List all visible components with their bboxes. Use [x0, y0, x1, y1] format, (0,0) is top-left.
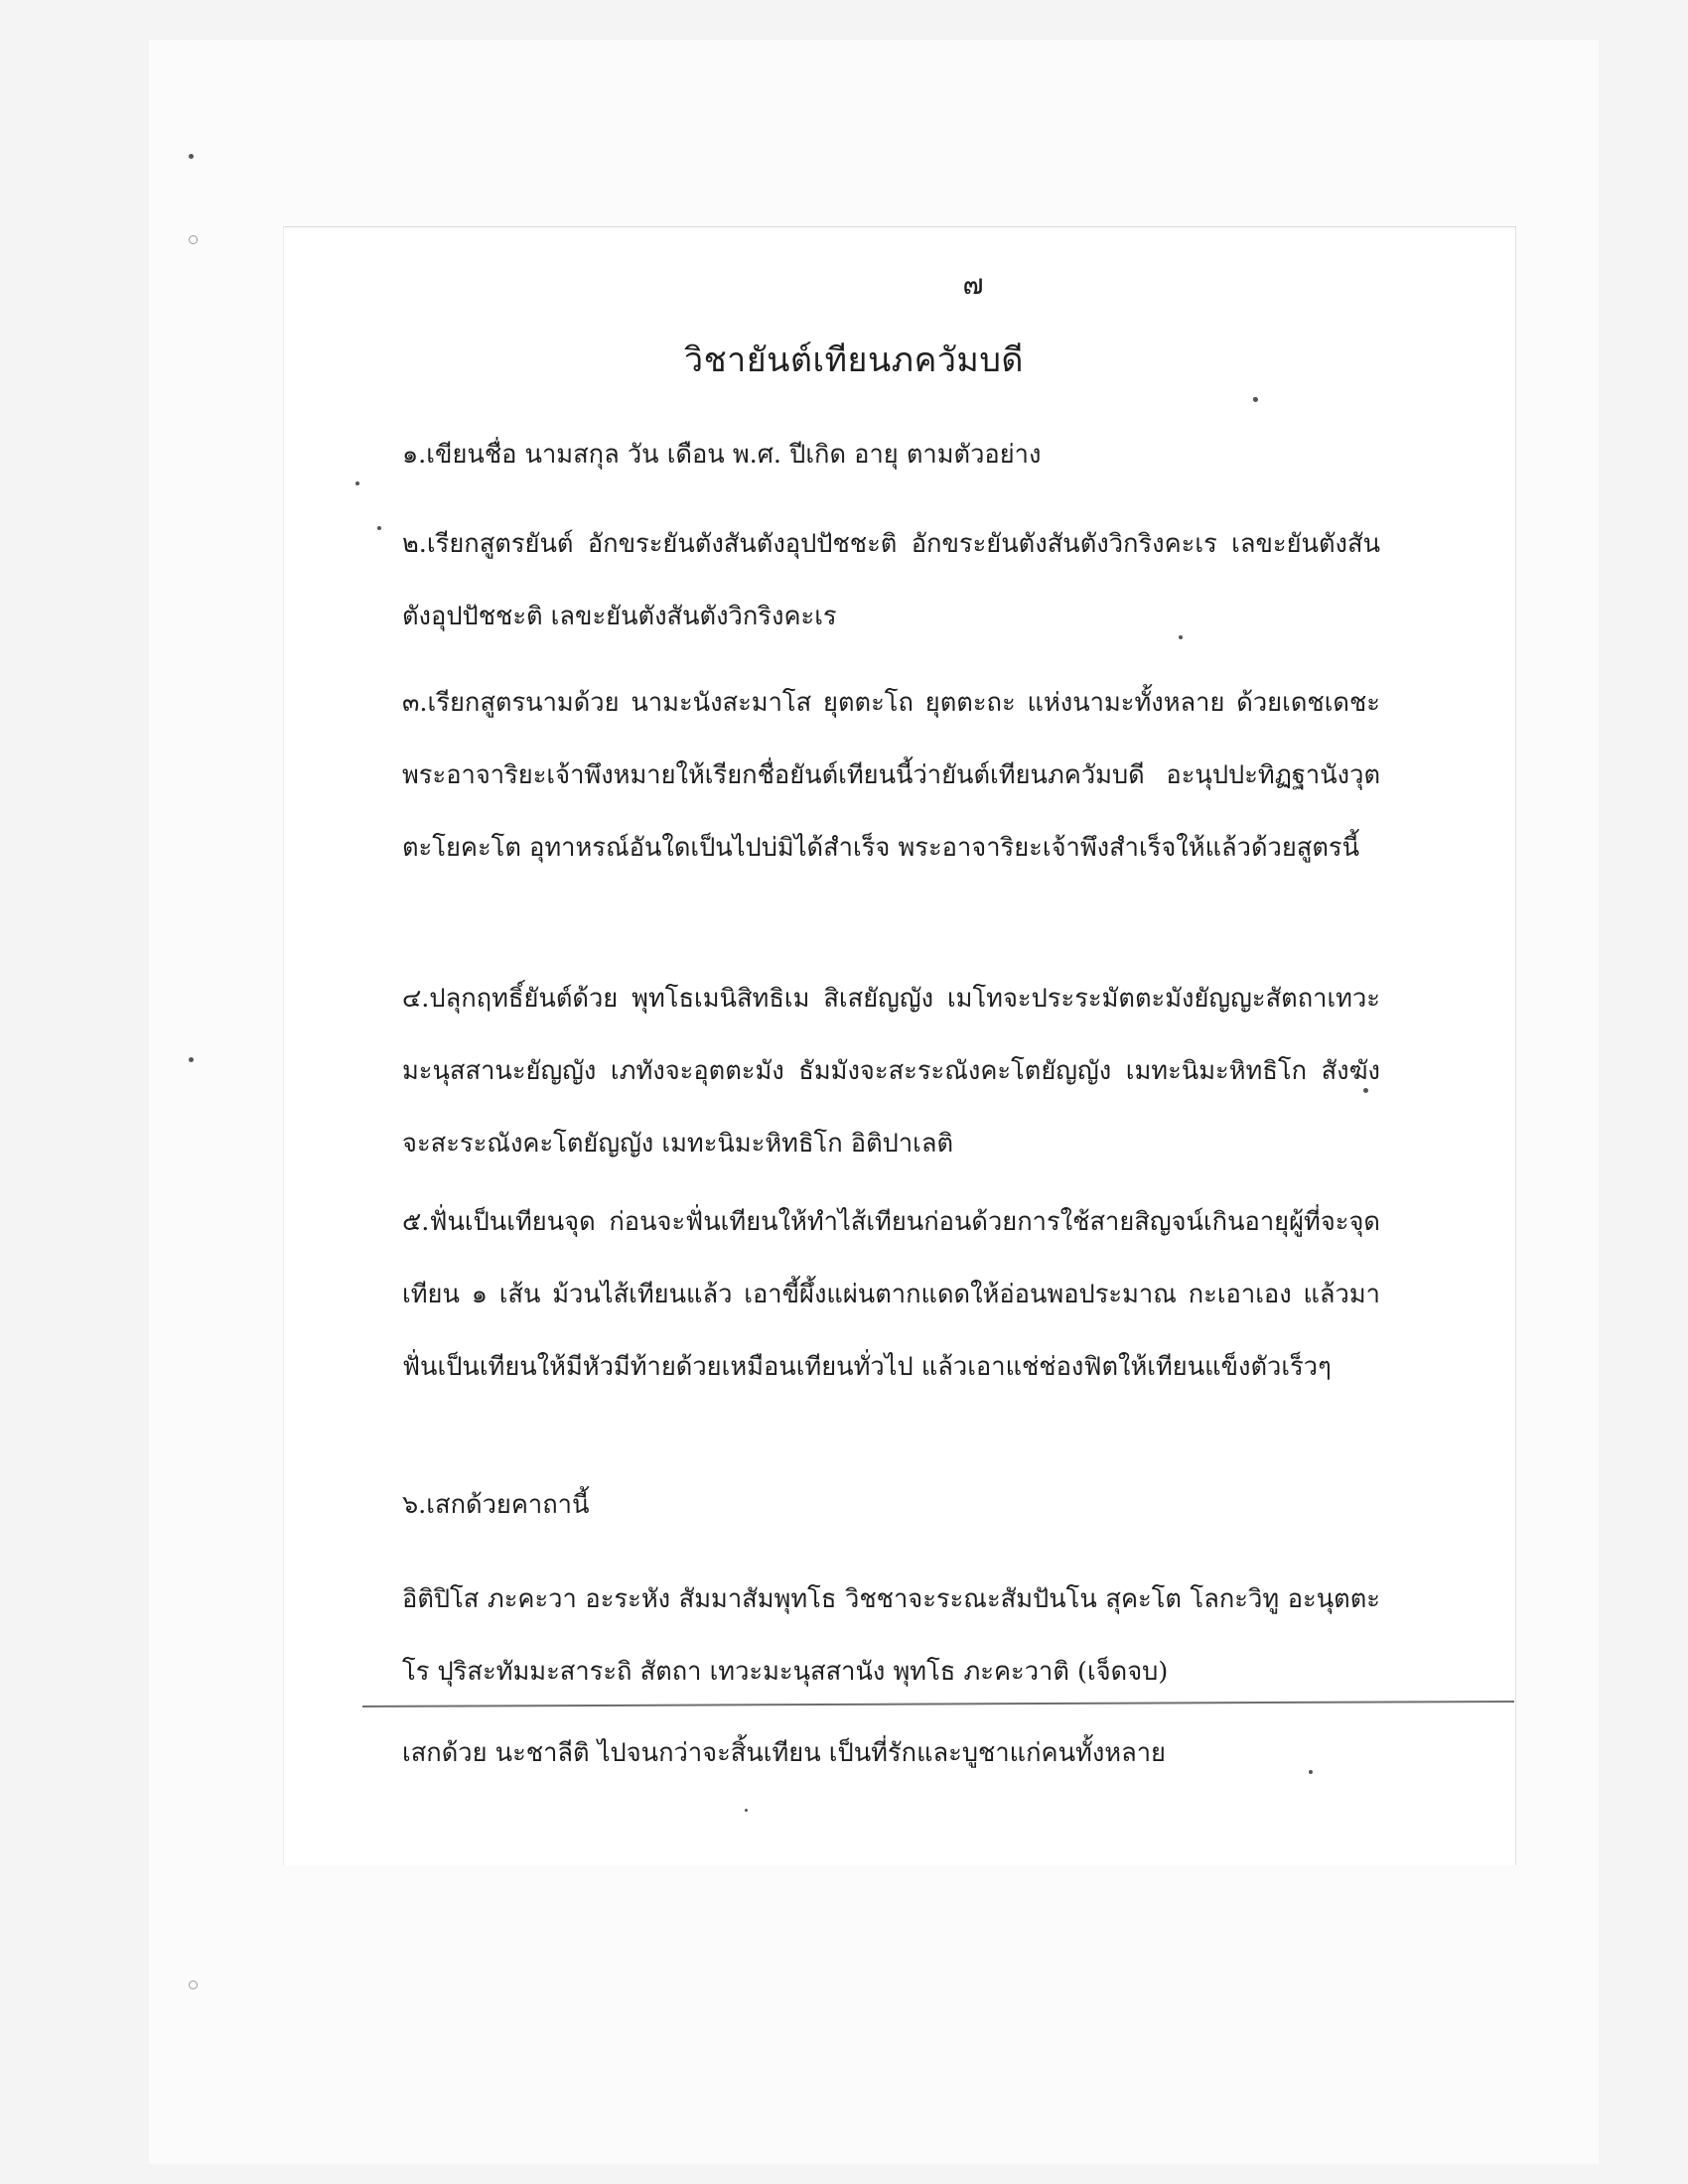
- scan-speck: [1363, 1088, 1368, 1093]
- closing-paragraph: เสกด้วย นะชาลีติ ไปจนกว่าจะสิ้นเทียน เป็นที่รักและบูชาแก่คนทั้งหลาย: [402, 1738, 1166, 1768]
- scan-speck: [1179, 635, 1183, 639]
- scan-speck: [1309, 1770, 1313, 1774]
- scan-speck: [745, 1809, 748, 1812]
- paragraph-step-2: ๒.เรียกสูตรยันต์ อักขระยันตังสันตังอุปปัชชะติ อักขระยันตังสันตังวิกริงคะเร เลขะยันตังสันตังอุปปัชชะติ เลขะยันตังสันตังวิกริงคะเร: [402, 529, 1380, 631]
- paragraph-step-1: ๑.เขียนชื่อ นามสกุล วัน เดือน พ.ศ. ปีเกิด อายุ ตามตัวอย่าง: [402, 440, 1042, 470]
- page-number: ๗: [962, 268, 984, 301]
- scan-speck: [1253, 397, 1257, 401]
- paragraph-step-5: ๕.ฟั่นเป็นเทียนจุด ก่อนจะฟั่นเทียนให้ทำไส้เทียนก่อนด้วยการใช้สายสิญจน์เกินอายุผู้ที่จะจุดเทียน ๑ เส้น ม้วนไส้เทียนแล้ว เอาขี้ผึ้งแผ่นตากแดดให้อ่อนพอประมาณ กะเอาเอง แล้วมาฟั่นเป็นเทียนให้มีหัวมีท้ายด้วยเหมือนเทียนทั่วไป แล้วเอาแช่ช่องฟิตให้เทียนแข็งตัวเร็วๆ: [402, 1207, 1380, 1382]
- binder-hole-mark: [189, 1980, 198, 1989]
- paragraph-step-6: ๖.เสกด้วยคาถานี้: [402, 1490, 590, 1520]
- chant-verse: อิติปิโส ภะคะวา อะระหัง สัมมาสัมพุทโธ วิชชาจะระณะสัมปันโน สุคะโต โลกะวิทู อะนุตตะโร ปุริสะทัมมะสาระถิ สัตถา เทวะมะนุสสานัง พุทโธ ภะคะวาติ (เจ็ดจบ): [402, 1584, 1380, 1687]
- paragraph-step-4: ๔.ปลุกฤทธิ์ยันต์ด้วย พุทโธเมนิสิทธิเม สิเสยัญญัง เมโทจะประระมัตตะมังยัญญะสัตถาเทวะมะนุสสานะยัญญัง เภทังจะอุตตะมัง ธัมมังจะสะระณังคะโตยัญญัง เมทะนิมะหิทธิโก สังฆังจะสะระณังคะโตยัญญัง เมทะนิมะหิทธิโก อิติปาเลติ: [402, 984, 1380, 1159]
- scan-speck: [377, 526, 381, 530]
- scan-speck: [189, 154, 194, 159]
- binder-hole-mark: [189, 235, 198, 244]
- scan-speck: [189, 1057, 194, 1062]
- scan-speck: [355, 481, 359, 485]
- paragraph-step-3: ๓.เรียกสูตรนามด้วย นามะนังสะมาโส ยุตตะโถ ยุตตะถะ แห่งนามะทั้งหลาย ด้วยเดชเดชะพระอาจาริยะเจ้าพึงหมายให้เรียกชื่อยันต์เทียนนี้ว่ายันต์เทียนภควัมบดี อะนุปปะทิฏฐานังวุตตะโยคะโต อุทาหรณ์อันใดเป็นไปบ่มิได้สำเร็จ พระอาจาริยะเจ้าพึงสำเร็จให้แล้วด้วยสูตรนี้: [402, 688, 1380, 863]
- document-title: วิชายันต์เทียนภควัมบดี: [683, 341, 1025, 380]
